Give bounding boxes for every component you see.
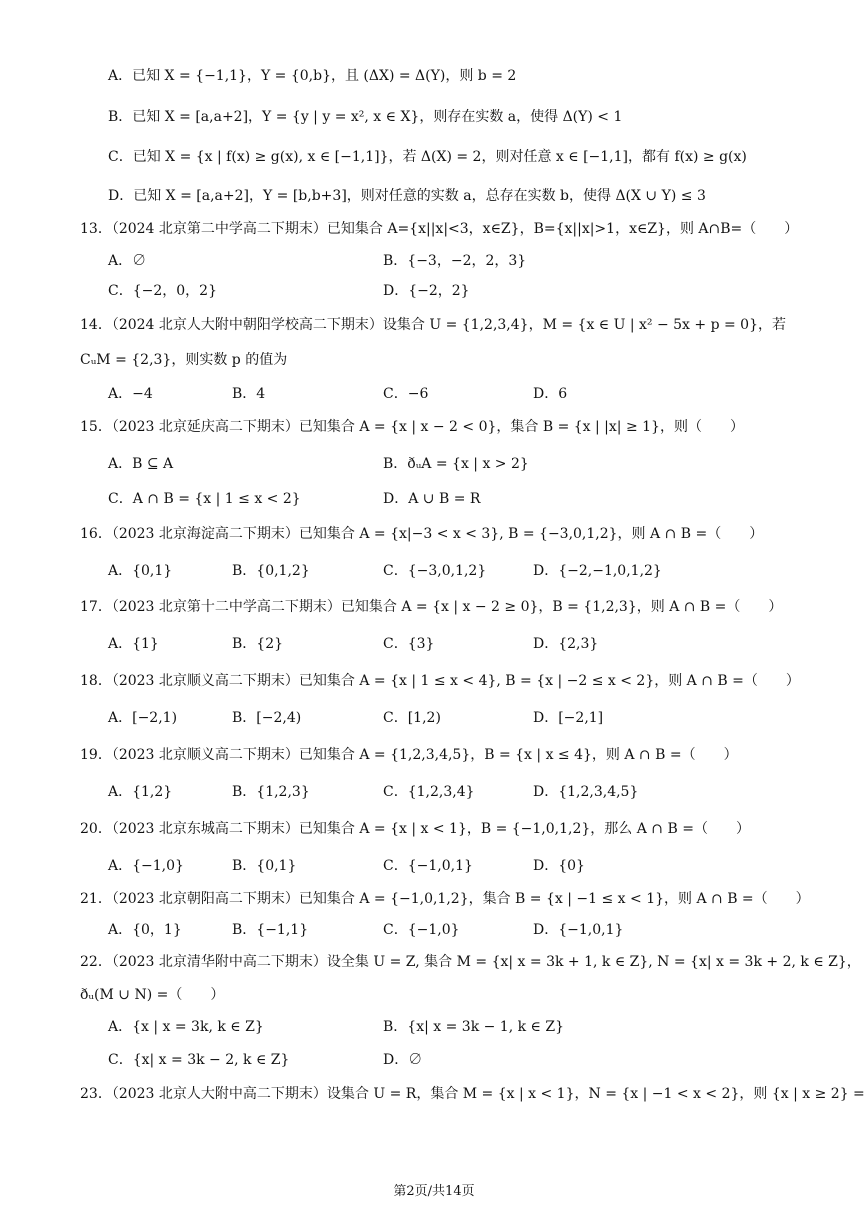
q15-option-b: B．ðᵤA = {x | x > 2}: [383, 456, 529, 472]
q18-option-d: D．[−2,1]: [533, 710, 604, 726]
q17-option-d: D．{2,3}: [533, 636, 599, 652]
q20-option-d: D．{0}: [533, 858, 585, 874]
q22-option-b: B．{x| x = 3k − 1, k ∈ Z}: [383, 1019, 564, 1035]
question-22-stem: 22．（2023 北京清华附中高二下期末）设全集 U = Z, 集合 M = {x| x = 3k + 1, k ∈ Z}, N = {x| x = 3k + 2, k ∈ Z}，: [80, 954, 861, 970]
page-footer: 第2页/共14页: [393, 1184, 475, 1199]
q13-option-c: C．{−2，0，2}: [108, 283, 217, 299]
q16-option-b: B．{0,1,2}: [232, 563, 310, 579]
q17-option-c: C．{3}: [383, 636, 435, 652]
q20-option-a: A．{−1,0}: [108, 858, 184, 874]
q21-option-b: B．{−1,1}: [232, 922, 309, 938]
q21-option-d: D．{−1,0,1}: [533, 922, 624, 938]
q19-option-a: A．{1,2}: [108, 784, 173, 800]
q21-option-c: C．{−1,0}: [383, 922, 460, 938]
q18-option-a: A．[−2,1): [108, 710, 178, 726]
q12-option-b: B．已知 X = [a,a+2]，Y = {y | y = x², x ∈ X}，则存在实数 a，使得 Δ(Y) < 1: [108, 109, 623, 125]
q20-option-b: B．{0,1}: [232, 858, 297, 874]
q20-option-c: C．{−1,0,1}: [383, 858, 473, 874]
q22-option-a: A．{x | x = 3k, k ∈ Z}: [108, 1019, 264, 1035]
question-18-stem: 18．（2023 北京顺义高二下期末）已知集合 A = {x | 1 ≤ x < 4}, B = {x | −2 ≤ x < 2}，则 A ∩ B =（ ）: [80, 673, 800, 689]
question-20-stem: 20．（2023 北京东城高二下期末）已知集合 A = {x | x < 1}，B = {−1,0,1,2}，那么 A ∩ B =（ ）: [80, 821, 750, 837]
q12-option-d: D．已知 X = [a,a+2]，Y = [b,b+3]，则对任意的实数 a，总存在实数 b，使得 Δ(X ∪ Y) ≤ 3: [108, 188, 706, 204]
question-14-stem: 14．（2024 北京人大附中朝阳学校高二下期末）设集合 U = {1,2,3,4}，M = {x ∈ U | x² − 5x + p = 0}，若: [80, 317, 786, 333]
question-22-stem-cont: ðᵤ(M ∪ N) =（ ）: [80, 987, 225, 1003]
q21-option-a: A．{0，1}: [108, 922, 182, 938]
q16-option-a: A．{0,1}: [108, 563, 173, 579]
q15-option-c: C．A ∩ B = {x | 1 ≤ x < 2}: [108, 491, 301, 507]
q19-option-d: D．{1,2,3,4,5}: [533, 784, 639, 800]
question-19-stem: 19．（2023 北京顺义高二下期末）已知集合 A = {1,2,3,4,5}，B = {x | x ≤ 4}，则 A ∩ B =（ ）: [80, 747, 738, 763]
q22-option-c: C．{x| x = 3k − 2, k ∈ Z}: [108, 1052, 290, 1068]
q16-option-c: C．{−3,0,1,2}: [383, 563, 487, 579]
q14-option-d: D．6: [533, 386, 568, 402]
q18-option-b: B．[−2,4): [232, 710, 302, 726]
question-23-stem: 23．（2023 北京人大附中高二下期末）设集合 U = R，集合 M = {x | x < 1}，N = {x | −1 < x < 2}，则 {x | x ≥ 2} =: [80, 1086, 865, 1102]
q17-option-b: B．{2}: [232, 636, 284, 652]
question-15-stem: 15．（2023 北京延庆高二下期末）已知集合 A = {x | x − 2 < 0}，集合 B = {x | |x| ≥ 1}，则（ ）: [80, 419, 744, 435]
q14-option-a: A．−4: [108, 386, 153, 402]
q19-option-c: C．{1,2,3,4}: [383, 784, 475, 800]
q14-option-b: B．4: [232, 386, 266, 402]
q15-option-a: A．B ⊆ A: [108, 456, 174, 472]
q13-option-d: D．{−2，2}: [383, 283, 470, 299]
q22-option-d: D．∅: [383, 1052, 423, 1068]
q13-option-a: A．∅: [108, 253, 147, 269]
question-17-stem: 17．（2023 北京第十二中学高二下期末）已知集合 A = {x | x − 2 ≥ 0}，B = {1,2,3}，则 A ∩ B =（ ）: [80, 599, 783, 615]
question-21-stem: 21．（2023 北京朝阳高二下期末）已知集合 A = {−1,0,1,2}，集合 B = {x | −1 ≤ x < 1}，则 A ∩ B =（ ）: [80, 891, 810, 907]
q17-option-a: A．{1}: [108, 636, 159, 652]
q12-option-a: A．已知 X = {−1,1}，Y = {0,b}，且 (ΔX) = Δ(Y)，则 b = 2: [108, 68, 517, 84]
question-13-stem: 13．（2024 北京第二中学高二下期末）已知集合 A={x||x|<3，x∈Z}，B={x||x|>1，x∈Z}，则 A∩B=（ ）: [80, 221, 799, 237]
q12-option-c: C．已知 X = {x | f(x) ≥ g(x), x ∈ [−1,1]}，若 Δ(X) = 2，则对任意 x ∈ [−1,1]，都有 f(x) ≥ g(x): [108, 149, 747, 165]
q19-option-b: B．{1,2,3}: [232, 784, 310, 800]
question-16-stem: 16．（2023 北京海淀高二下期末）已知集合 A = {x|−3 < x < 3}, B = {−3,0,1,2}，则 A ∩ B =（ ）: [80, 526, 764, 542]
q15-option-d: D．A ∪ B = R: [383, 491, 481, 507]
q16-option-d: D．{−2,−1,0,1,2}: [533, 563, 662, 579]
q18-option-c: C．[1,2): [383, 710, 441, 726]
question-14-stem-cont: CᵤM = {2,3}，则实数 p 的值为: [80, 352, 288, 368]
q13-option-b: B．{−3，−2，2，3}: [383, 253, 527, 269]
q14-option-c: C．−6: [383, 386, 429, 402]
